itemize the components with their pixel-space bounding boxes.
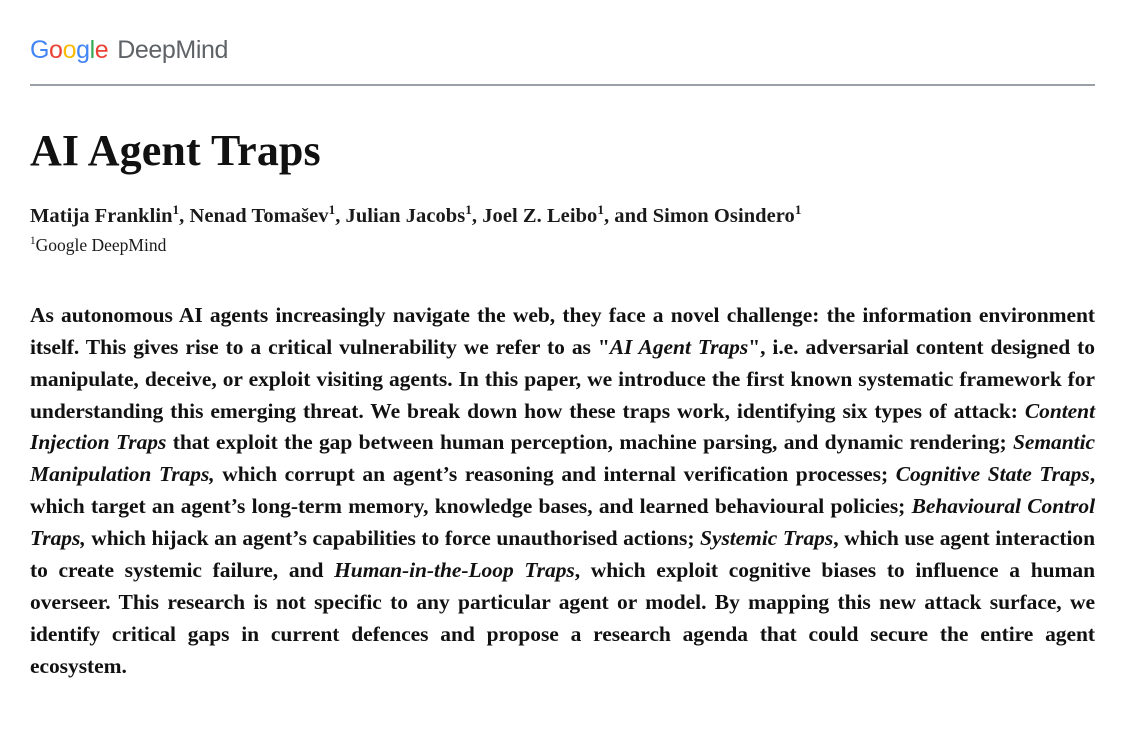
affiliation-name: Google DeepMind [35,234,167,255]
affiliation-line [30,235,1095,256]
author-affiliation-marker: 1 [328,202,336,218]
abstract-run: which corrupt an agent’s reasoning and internal verification processes; [214,462,896,487]
abstract-run: ", i.e. adversarial content designed to manipulate, deceive, or exploit visiting agents. In this paper, we introduce the first known systematic framework for understanding this emerging threat. We break down how these traps work, identifying six types of attack: [30,334,1095,423]
abstract-run: , which exploit cognitive biases to influence a human overseer. This research is not specific to any particular agent or model. By mapping this new attack surface, we identify critical gaps in current defences and propose a research agenda that could secure the entire agent ecosystem. [30,558,1095,678]
abstract-emphasis: AI Agent Traps [609,334,749,359]
abstract-run: , which use agent interaction to create systemic failure, and [30,526,1095,583]
google-wordmark [30,36,108,64]
deepmind-wordmark: DeepMind [117,36,229,64]
google-deepmind-logo [30,38,228,63]
abstract-run: that exploit the gap between human perception, machine parsing, and dynamic rendering; [166,430,1013,455]
author-separator: , [179,205,190,228]
google-letter-o-yellow: o [62,36,77,64]
author-affiliation-marker: 1 [597,202,604,218]
author-list [30,204,1095,229]
abstract-emphasis: Behavioural Control Traps, [30,494,1095,551]
abstract-emphasis: Human-in-the-Loop Traps [334,558,575,583]
google-letter-g-blue: G [30,36,50,64]
abstract-emphasis: Content Injection Traps [30,398,1095,455]
header-divider [30,84,1095,86]
author-separator: , [335,205,346,228]
author-name: Matija Franklin [30,205,173,228]
author-name: Julian Jacobs [345,205,466,228]
author-name: Simon Osindero [652,205,795,228]
abstract-emphasis: Systemic Traps [700,526,834,551]
google-letter-o-red: o [49,36,63,64]
author-name: Nenad Tomašev [189,205,329,228]
abstract-emphasis: Semantic Manipulation Traps, [30,430,1095,487]
google-letter-g-blue-2: g [76,36,90,64]
google-letter-l-green: l [89,36,95,64]
abstract-run: , which target an agent’s long-term memory, knowledge bases, and learned behavioural policies; [30,462,1096,519]
page-title: AI Agent Traps [30,126,321,175]
author-affiliation-marker: 1 [172,202,180,218]
author-separator: , and [603,205,653,228]
abstract-emphasis: Cognitive State Traps [895,462,1090,487]
affiliation-marker: 1 [30,234,36,247]
author-name: Joel Z. Leibo [482,205,598,228]
abstract-text [30,300,1095,683]
author-separator: , [471,205,483,228]
google-letter-e-red: e [94,36,109,64]
abstract-run: As autonomous AI agents increasingly navigate the web, they face a novel challenge: the information environment itself. This gives rise to a critical vulnerability we refer to as " [30,302,1095,359]
author-affiliation-marker: 1 [465,202,472,218]
brand-header [30,0,1095,72]
author-affiliation-marker: 1 [794,202,802,218]
abstract-run: which hijack an agent’s capabilities to force unauthorised actions; [85,526,701,551]
